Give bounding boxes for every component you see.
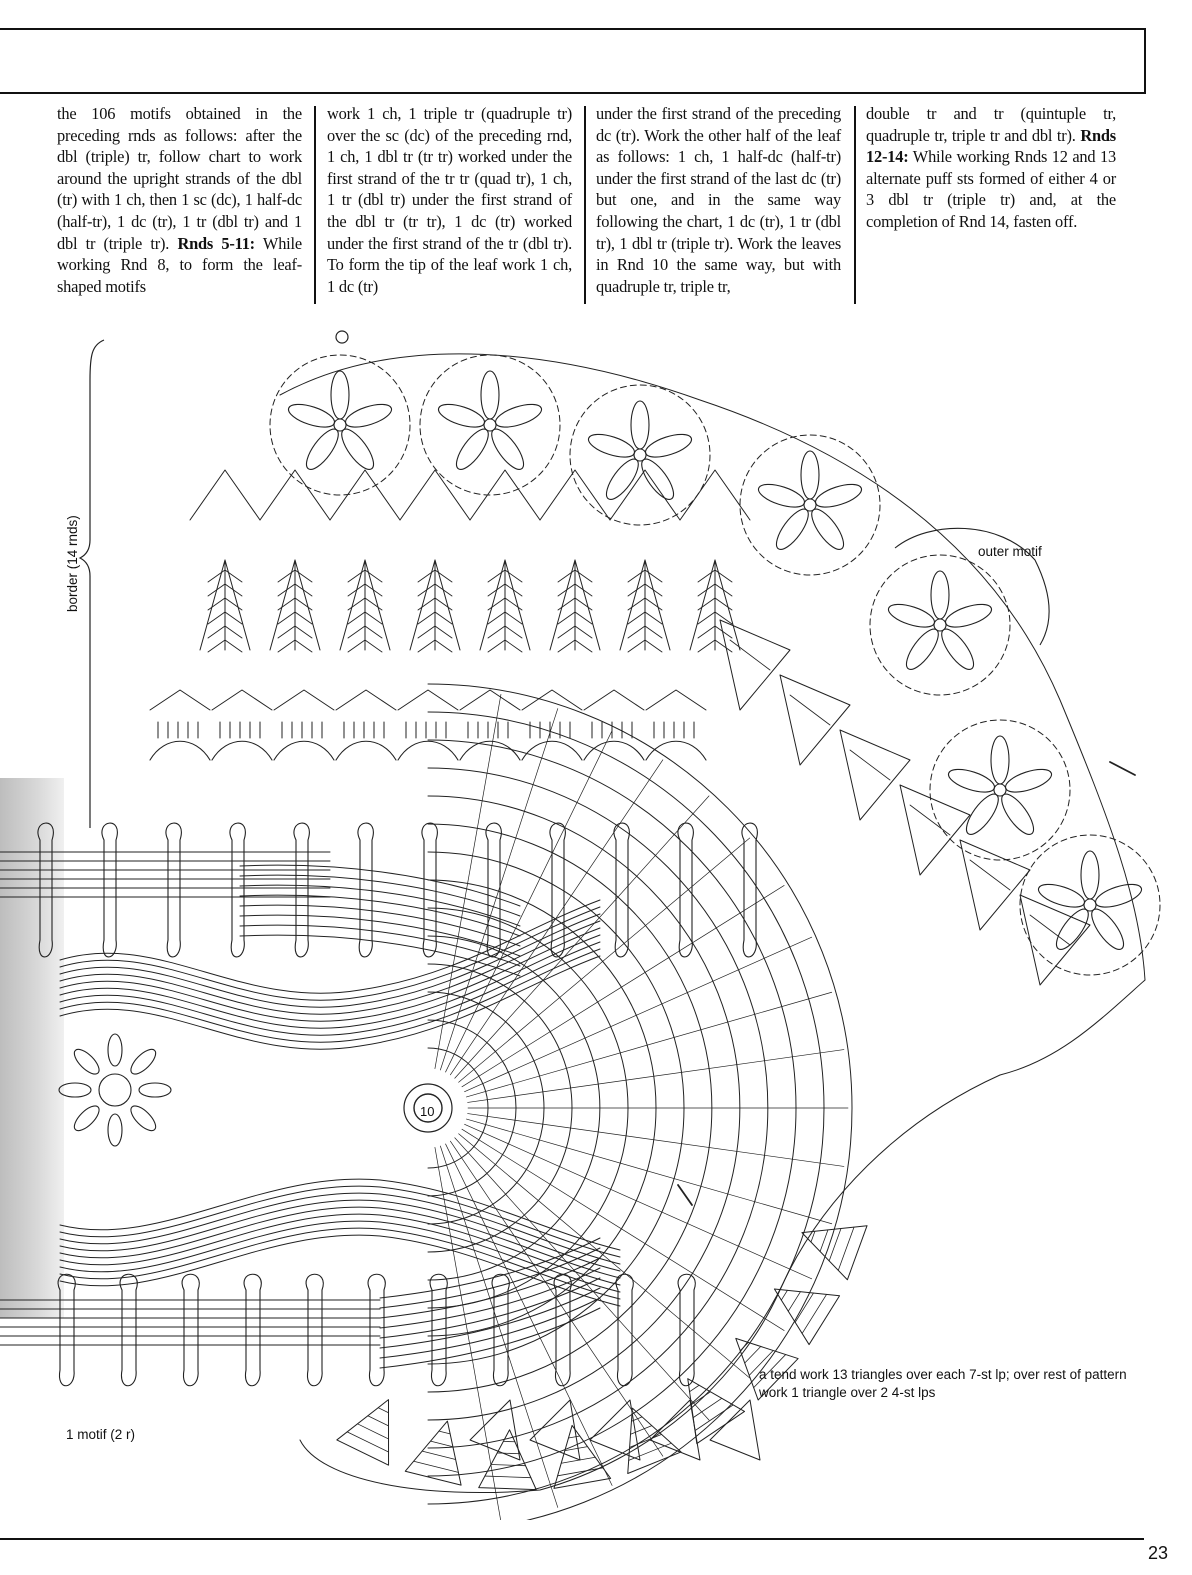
text-column-4 — [866, 103, 1116, 303]
center-label: 10 — [420, 1104, 435, 1119]
column-4-text: double tr and tr (quintuple tr, quadruple tr, triple tr and dbl tr). — [866, 104, 1116, 145]
column-1-heading: Rnds 5-11: — [177, 233, 255, 253]
column-separator — [584, 106, 586, 304]
text-column-2 — [327, 103, 572, 303]
triangle-note: a tend work 13 triangles over each 7-st lp; over rest of pattern work 1 triangle over 2 4-st lps — [759, 1367, 1127, 1400]
outer-motif-label: outer motif — [978, 544, 1042, 559]
footer-rule — [0, 1538, 1144, 1540]
text-column-3 — [596, 103, 841, 303]
column-2-text: work 1 ch, 1 triple tr (quadruple tr) over the sc (dc) of the preceding rnd, 1 ch, 1 dbl tr (tr tr) worked under the first strand of the tr tr (quad tr), 1 ch, 1 tr (dbl tr) under the first strand of the dbl tr (tr tr), 1 dc (tr) worked under the first strand of the tr (dbl tr). To form the tip of the leaf work 1 ch, 1 dc (tr) — [327, 104, 572, 296]
column-separator — [314, 106, 316, 304]
crochet-chart — [0, 320, 1192, 1520]
column-4-heading: Rnds 12-14: — [866, 125, 1116, 167]
column-3-text: under the first strand of the preceding dc (tr). Work the other half of the leaf as follows: 1 ch, 1 half-dc (half-tr) under the first strand of the last dc (tr) but one, and in the same way following the chart, 1 dc (tr), 1 tr (dbl tr), 1 dbl tr (triple tr). Work the leaves in Rnd 10 the same way, but with quadruple tr, triple tr, — [596, 104, 841, 296]
border-label: border (14 rnds) — [65, 515, 80, 612]
motif-label: 1 motif (2 r) — [66, 1427, 136, 1442]
header-frame — [0, 28, 1146, 94]
column-4-text-2: While working Rnds 12 and 13 alternate puff sts formed of either 4 or 3 dbl tr (triple tr) and, at the completion of Rnd 14, fasten off. — [866, 147, 1116, 231]
text-column-1 — [57, 103, 302, 303]
page-number: 23 — [1147, 1543, 1168, 1563]
column-1-text-2: While working Rnd 8, to form the leaf-shaped motifs — [57, 233, 302, 296]
column-separator — [854, 106, 856, 304]
column-1-text: the 106 motifs obtained in the preceding rnds as follows: after the dbl (triple) tr, follow chart to work around the upright strands of the dbl (tr) with 1 ch, then 1 sc (dc), 1 half-dc (half-tr), 1 dc (tr), 1 tr (dbl tr) and 1 dbl tr (triple tr). — [57, 104, 302, 253]
